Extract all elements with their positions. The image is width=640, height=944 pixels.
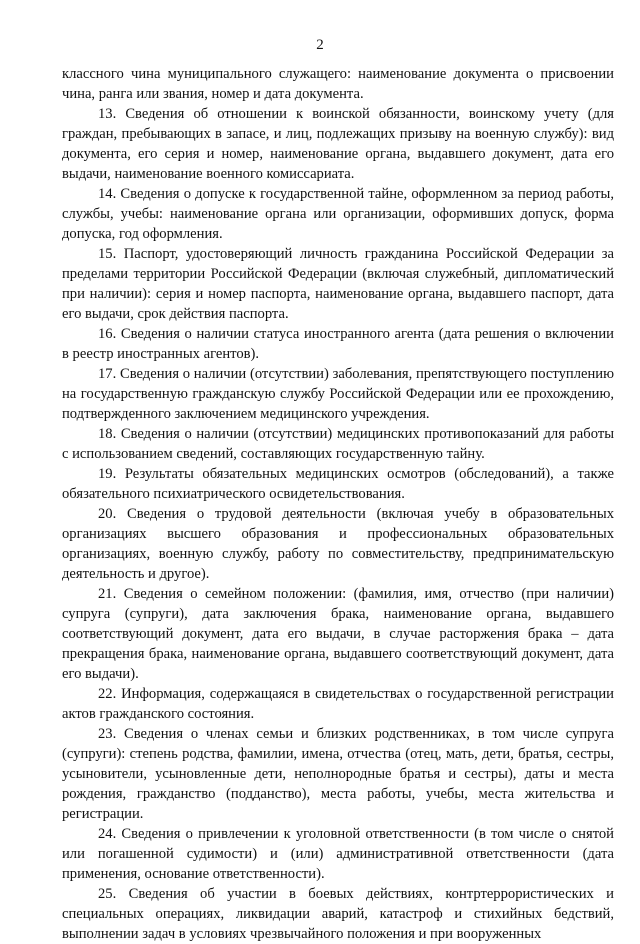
page-number: 2	[316, 37, 324, 53]
paragraph-item-20: 20. Сведения о трудовой деятельности (включая учебу в образовательных организациях высшего образования и профессиональных образовательных организациях, военную службу, работу по совместительству, предпринимательскую деятельность и другое).	[62, 506, 614, 582]
paragraph-item-13: 13. Сведения об отношении к воинской обязанности, воинскому учету (для граждан, пребывающих в запасе, и лиц, подлежащих призыву на военную службу): вид документа, его серия и номер, наименование органа, выдавшего документ, дата его выдачи, наименование военного комиссариата.	[62, 106, 614, 182]
paragraph-item-22: 22. Информация, содержащаяся в свидетельствах о государственной регистрации актов гражданского состояния.	[62, 686, 614, 722]
paragraph-item-15: 15. Паспорт, удостоверяющий личность гражданина Российской Федерации за пределами территории Российской Федерации (включая служебный, дипломатический при наличии): серия и номер паспорта, наименование органа, выдавшего паспорт, дата его выдачи, срок действия паспорта.	[62, 246, 614, 322]
paragraph-item-16: 16. Сведения о наличии статуса иностранного агента (дата решения о включении в реестр иностранных агентов).	[62, 326, 614, 362]
paragraph-item-19: 19. Результаты обязательных медицинских осмотров (обследований), а также обязательного психиатрического освидетельствования.	[62, 466, 614, 502]
paragraph-item-23: 23. Сведения о членах семьи и близких родственниках, в том числе супруга (супруги): степень родства, фамилии, имена, отчества (отец, мать, дети, братья, сестры, усыновители, усыновленные дети, неполнородные братья и сестры), даты и места рождения, гражданство (подданство), места работы, учебы, места жительства и регистрации.	[62, 726, 614, 822]
paragraph-item-18: 18. Сведения о наличии (отсутствии) медицинских противопоказаний для работы с использованием сведений, составляющих государственную тайну.	[62, 426, 614, 462]
paragraph-continuation: классного чина муниципального служащего: наименование документа о присвоении чина, ранга или звания, номер и дата документа.	[62, 66, 614, 102]
paragraph-item-17: 17. Сведения о наличии (отсутствии) заболевания, препятствующего поступлению на государственную гражданскую службу Российской Федерации или ее прохождению, подтвержденного заключением медицинского учреждения.	[62, 366, 614, 422]
document-body	[62, 64, 614, 944]
paragraph-item-21: 21. Сведения о семейном положении: (фамилия, имя, отчество (при наличии) супруга (супруги), дата заключения брака, наименование органа, выдавшего соответствующий документ, дата его выдачи, в случае расторжения брака – дата прекращения брака, наименование органа, выдавшего соответствующий документ, дата его выдачи).	[62, 586, 614, 682]
paragraph-item-25: 25. Сведения об участии в боевых действиях, контртеррористических и специальных операциях, ликвидации аварий, катастроф и стихийных бедствий, выполнении задач в условиях чрезвычайного положения и при вооруженных	[62, 886, 614, 942]
paragraph-item-14: 14. Сведения о допуске к государственной тайне, оформленном за период работы, службы, учебы: наименование органа или организации, оформивших допуск, форма допуска, год оформления.	[62, 186, 614, 242]
paragraph-item-24: 24. Сведения о привлечении к уголовной ответственности (в том числе о снятой или погашенной судимости) и (или) административной ответственности (дата применения, основание ответственности).	[62, 826, 614, 882]
